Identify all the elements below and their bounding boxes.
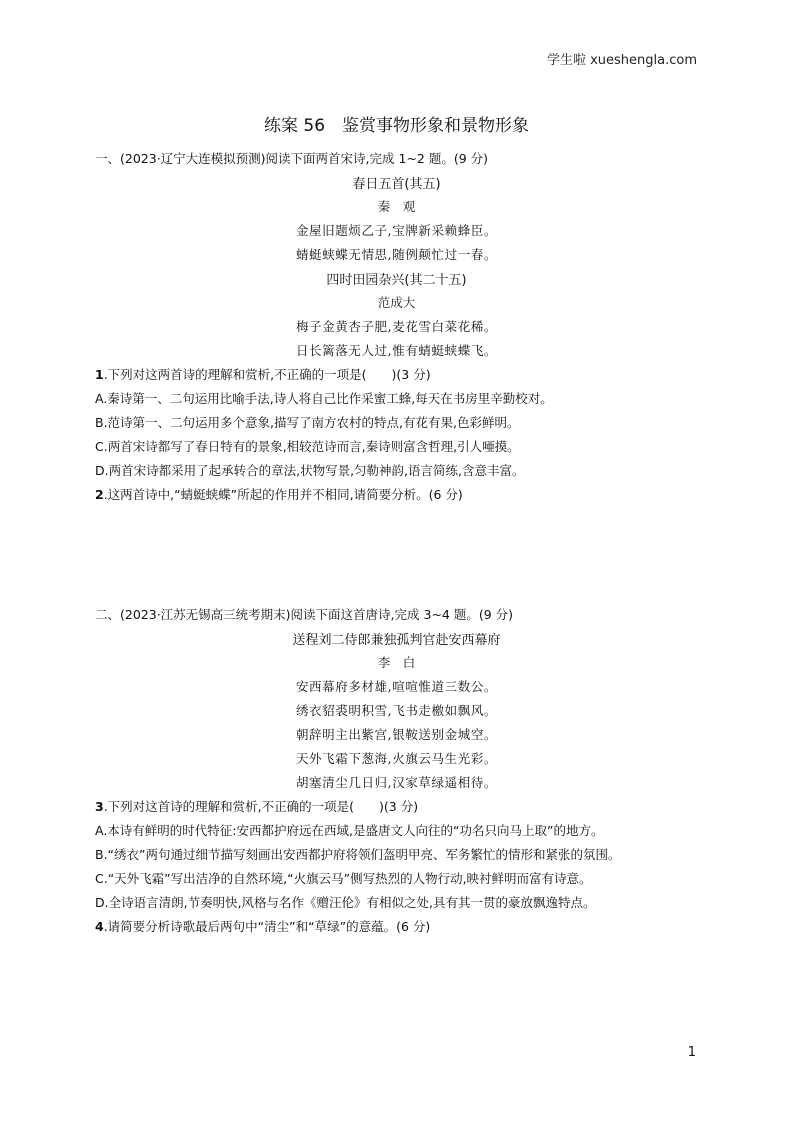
question-number: 4 xyxy=(95,919,104,934)
poem1-author: 秦 观 xyxy=(377,199,416,214)
question-number: 3 xyxy=(95,799,104,814)
option-b: B.“绣衣”两句通过细节描写刻画出安西都护府将领们盔明甲亮、军务繁忙的情形和紧张的氛围。 xyxy=(95,847,621,862)
option-c: C.“天外飞霜”写出洁净的自然环境,“火旗云马”侧写热烈的人物行动,映衬鲜明而富有诗意。 xyxy=(95,871,592,886)
question-stem: .下列对这首诗的理解和赏析,不正确的一项是( )(3 分) xyxy=(103,799,419,814)
poem2-title: 四时田园杂兴(其二十五) xyxy=(326,273,467,288)
poem3-line: 朝辞明主出紫宫,银鞍送别金城空。 xyxy=(295,727,498,742)
watermark: 学生啦 xueshengla.com xyxy=(546,53,697,68)
question-1 xyxy=(95,365,431,383)
page-title: 练案 56 鉴赏事物形象和景物形象 xyxy=(263,116,530,136)
question-number: 1 xyxy=(95,367,104,382)
poem2-author: 范成大 xyxy=(377,295,416,310)
poem1-line: 金屋旧题烦乙子,宝牌新采赖蜂臣。 xyxy=(295,223,498,238)
option-c: C.两首宋诗都写了春日特有的景象,相较范诗而言,秦诗则富含哲理,引人唖摸。 xyxy=(95,439,520,454)
question-stem: .下列对这两首诗的理解和赏析,不正确的一项是( )(3 分) xyxy=(103,367,431,382)
option-b: B.范诗第一、二句运用多个意象,描写了南方农村的特点,有花有果,色彩鲜明。 xyxy=(95,415,520,430)
poem1-line: 蜻蜓蛱蝶无情思,随例颠忙过一春。 xyxy=(295,247,498,262)
poem3-line: 绣衣貂裘明积雪,飞书走檄如飘风。 xyxy=(295,703,498,718)
poem1-title: 春日五首(其五) xyxy=(352,177,441,192)
question-stem: .请简要分析诗歌最后两句中“清尘”和“草绿”的意蕴。(6 分) xyxy=(103,919,431,934)
question-2 xyxy=(95,485,463,503)
section1-intro: 一、(2023·辽宁大连模拟预测)阅读下面两首宋诗,完成 1~2 题。(9 分) xyxy=(95,151,489,166)
poem3-author: 李 白 xyxy=(377,655,416,670)
poem2-line: 日长篱落无人过,惟有蜻蜓蛱蝶飞。 xyxy=(295,343,498,358)
question-stem: .这两首诗中,“蜻蜓蛱蝶”所起的作用并不相同,请简要分析。(6 分) xyxy=(103,487,463,502)
option-a: A.本诗有鲜明的时代特征:安西都护府远在西域,是盛唐文人向往的“功名只向马上取”的地方。 xyxy=(95,823,604,838)
question-4 xyxy=(95,917,430,935)
option-d: D.两首宋诗都采用了起承转合的章法,状物写景,匀勒神韵,语言简练,含意丰富。 xyxy=(95,463,525,478)
poem2-line: 梅子金黄杏子肥,麦花雪白菜花稀。 xyxy=(295,319,498,334)
option-a: A.秦诗第一、二句运用比喻手法,诗人将自己比作采蜜工蜂,每天在书房里辛勤校对。 xyxy=(95,391,553,406)
option-d: D.全诗语言清朗,节奏明快,风格与名作《赠汪伦》有相似之处,具有其一贯的豪放飘逸特点。 xyxy=(95,895,596,910)
poem3-line: 胡塞清尘几日归,汉家草绿遥相待。 xyxy=(295,775,498,790)
question-number: 2 xyxy=(95,487,104,502)
poem3-title: 送程刘二侍郎兼独孤判官赴安西幕府 xyxy=(292,633,501,648)
section2-intro: 二、(2023·江苏无锡高三统考期末)阅读下面这首唐诗,完成 3~4 题。(9 分) xyxy=(95,607,514,622)
page-number: 1 xyxy=(687,1045,696,1060)
question-3 xyxy=(95,797,418,815)
poem3-line: 天外飞霜下葱海,火旗云马生光彩。 xyxy=(295,751,498,766)
poem3-line: 安西幕府多材雄,喧喧惟道三数公。 xyxy=(295,679,498,694)
